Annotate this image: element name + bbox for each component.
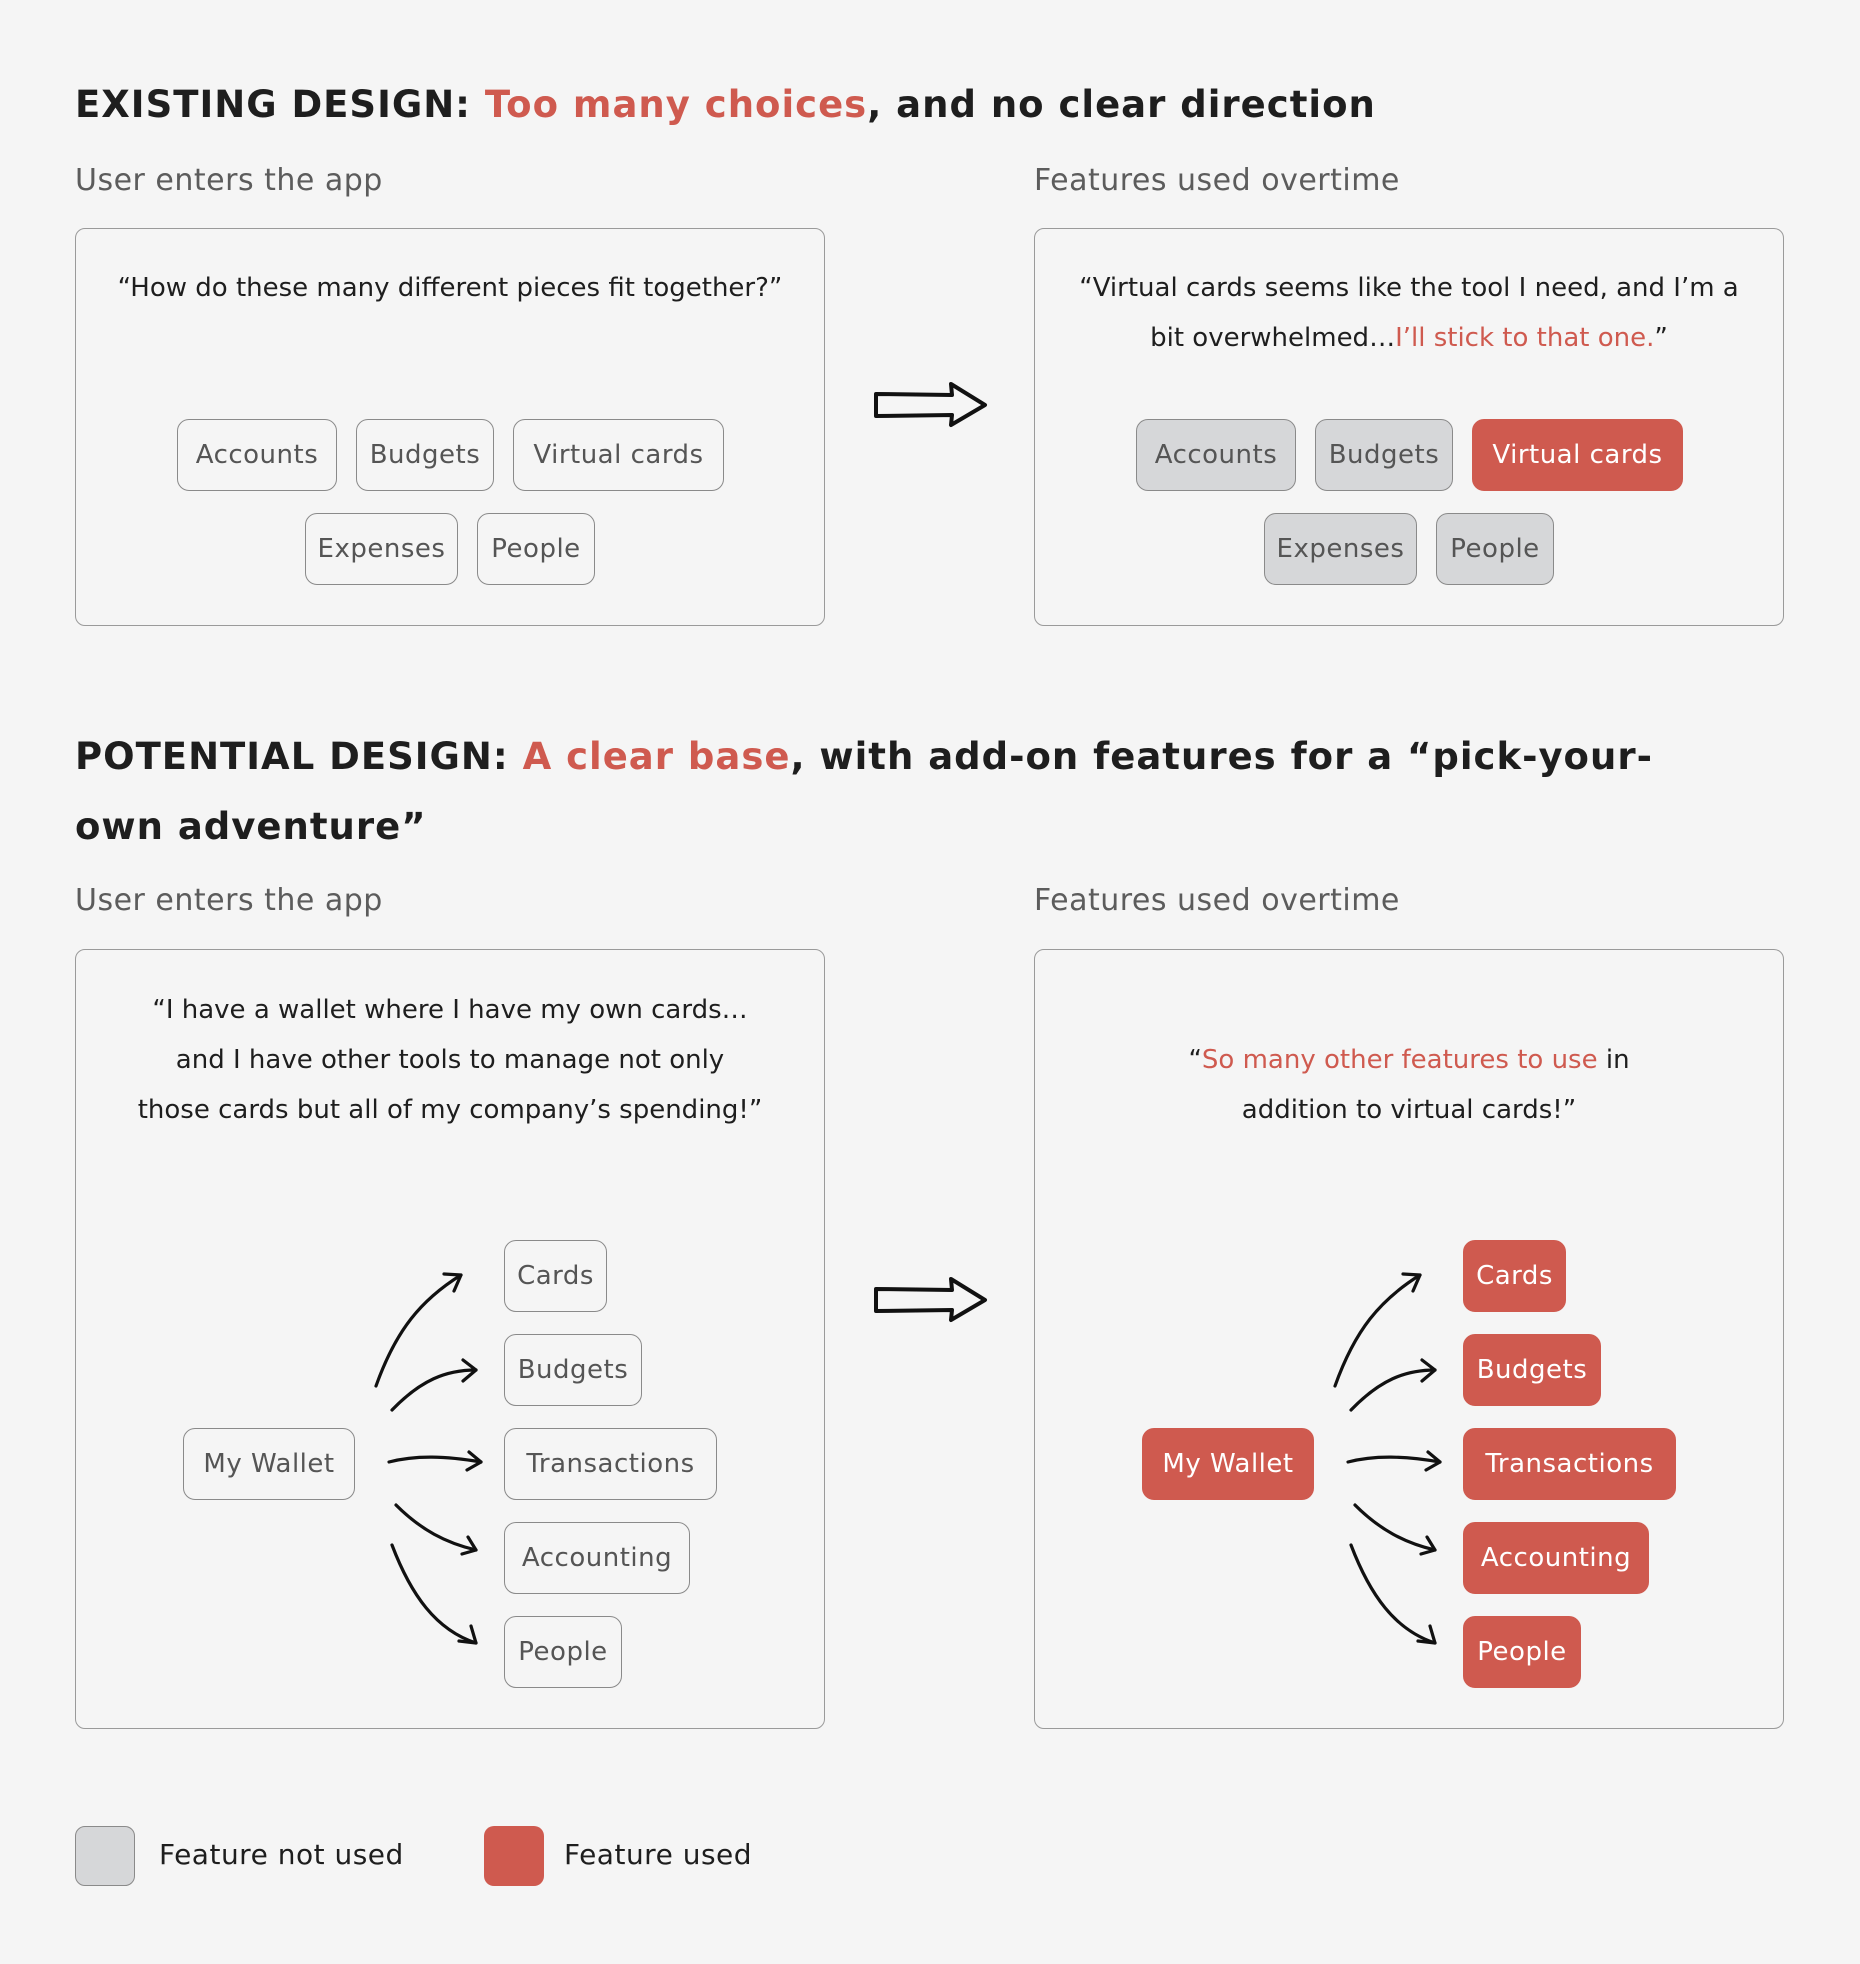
- feature-chip-virtual-cards[interactable]: Virtual cards: [513, 419, 724, 491]
- right-arrow-icon: [872, 1275, 992, 1325]
- feature-chip-budgets[interactable]: Budgets: [1315, 419, 1453, 491]
- potential-left-panel: [75, 949, 825, 1729]
- wallet-flow-arrows: [1035, 950, 1785, 1730]
- potential-design-heading: [75, 722, 1675, 862]
- quote-suffix: in addition to virtual cards!”: [1241, 1045, 1630, 1125]
- feature-chip-expenses[interactable]: Expenses: [1264, 513, 1417, 585]
- existing-design-heading: [75, 70, 1675, 140]
- legend-swatch-not-used: [75, 1826, 135, 1886]
- existing-left-quote: “How do these many different pieces fit together?”: [117, 273, 783, 303]
- legend-swatch-used: [484, 1826, 544, 1886]
- feature-chip-transactions[interactable]: Transactions: [1463, 1428, 1676, 1500]
- feature-chip-people[interactable]: People: [504, 1616, 622, 1688]
- quote-accent: So many other features to use: [1201, 1045, 1598, 1075]
- potential-left-label: User enters the app: [75, 883, 383, 918]
- feature-chip-people[interactable]: People: [1463, 1616, 1581, 1688]
- legend-label-not-used: Feature not used: [159, 1838, 404, 1871]
- feature-chip-people[interactable]: People: [1436, 513, 1554, 585]
- quote-suffix: ”: [1654, 323, 1668, 353]
- heading-suffix: , with add-on features for a “pick-your-own adventure”: [75, 735, 1653, 848]
- quote-prefix: “Virtual cards seems like the tool I need, and I’m a bit overwhelmed…: [1079, 273, 1739, 353]
- existing-left-label: User enters the app: [75, 163, 383, 198]
- feature-chip-accounts[interactable]: Accounts: [1136, 419, 1296, 491]
- existing-right-label: Features used overtime: [1034, 163, 1400, 198]
- feature-chip-budgets[interactable]: Budgets: [1463, 1334, 1601, 1406]
- quote-prefix: “: [1188, 1045, 1202, 1075]
- feature-chip-accounting[interactable]: Accounting: [504, 1522, 690, 1594]
- feature-chip-cards[interactable]: Cards: [504, 1240, 607, 1312]
- feature-chip-people[interactable]: People: [477, 513, 595, 585]
- quote-accent: I’ll stick to that one.: [1395, 323, 1655, 353]
- existing-right-quote: [1075, 263, 1743, 363]
- feature-chip-budgets[interactable]: Budgets: [504, 1334, 642, 1406]
- heading-accent: Too many choices: [484, 83, 868, 126]
- feature-chip-budgets[interactable]: Budgets: [356, 419, 494, 491]
- heading-prefix: POTENTIAL DESIGN:: [75, 735, 523, 778]
- feature-chip-accounting[interactable]: Accounting: [1463, 1522, 1649, 1594]
- existing-left-panel: [75, 228, 825, 626]
- heading-suffix: , and no clear direction: [867, 83, 1376, 126]
- potential-right-panel: [1034, 949, 1784, 1729]
- hub-chip-my-wallet[interactable]: My Wallet: [1142, 1428, 1314, 1500]
- feature-chip-transactions[interactable]: Transactions: [504, 1428, 717, 1500]
- feature-chip-virtual-cards[interactable]: Virtual cards: [1472, 419, 1683, 491]
- feature-chip-cards[interactable]: Cards: [1463, 1240, 1566, 1312]
- heading-prefix: EXISTING DESIGN:: [75, 83, 485, 126]
- wallet-flow-arrows: [76, 950, 826, 1730]
- existing-right-panel: [1034, 228, 1784, 626]
- feature-chip-expenses[interactable]: Expenses: [305, 513, 458, 585]
- feature-chip-accounts[interactable]: Accounts: [177, 419, 337, 491]
- hub-chip-my-wallet[interactable]: My Wallet: [183, 1428, 355, 1500]
- potential-right-label: Features used overtime: [1034, 883, 1400, 918]
- legend-label-used: Feature used: [564, 1838, 753, 1871]
- heading-accent: A clear base: [522, 735, 791, 778]
- potential-left-quote: “I have a wallet where I have my own cards…and I have other tools to manage not only those cards but all of my company’s spending!”: [137, 995, 763, 1125]
- right-arrow-icon: [872, 380, 992, 430]
